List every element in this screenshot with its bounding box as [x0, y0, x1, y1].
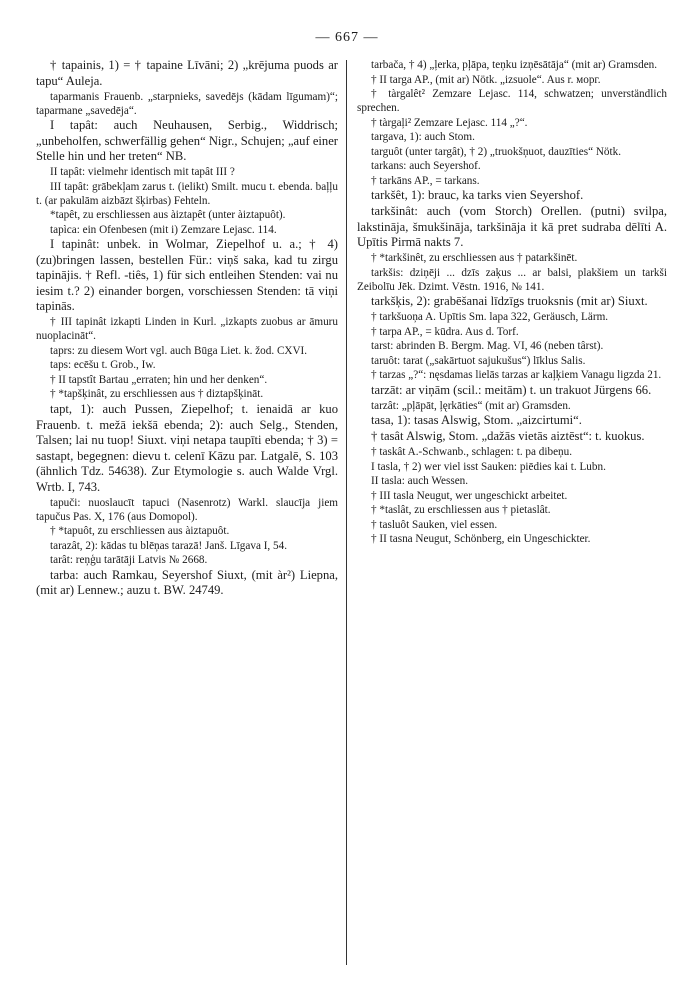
right-column	[357, 58, 667, 1003]
page-number: — 667 —	[315, 30, 379, 45]
dictionary-entry: III tapât: grābekļam zarus t. (ielikt) Smilt. mucu t. ebenda. baļļu t. (ar pakulām aizbāzt šķirbas) Fehteln.	[36, 180, 338, 207]
dictionary-entry: † III tasla Neugut, wer ungeschickt arbeitet.	[371, 489, 568, 502]
dictionary-entry: I tapinât: unbek. in Wolmar, Ziepelhof u. a.; † 4) (zu)bringen lassen, bestellen Für.: viņš saka, kad tu zirgu tapinājis. † Refl. -tiês, 1) für sich entleihen Stenden: vai nu iesim t.? 2) einander borgen, vorschiessen Stenden: tā viņi tapinās.	[36, 237, 338, 314]
dictionary-entry: † tapainis, 1) = † tapaine Līvāni; 2) „krējuma puods ar tapu“ Auleja.	[36, 58, 338, 88]
dictionary-entry: tarzāt: ar viņām (scil.: meitām) t. un trakuot Jürgens 66.	[371, 382, 652, 397]
dictionary-entry: I tasla, † 2) wer viel isst Sauken: piēdies kai t. Lubn.	[371, 460, 606, 473]
dictionary-entry: † II tapstît Bartau „erraten; hin und her denken“.	[50, 373, 268, 386]
dictionary-entry: taprs: zu diesem Wort vgl. auch Būga Liet. k. žod. CXVI.	[50, 344, 308, 357]
dictionary-entry: tarkšinât: auch (vom Storch) Orellen. (putni) svilpa, lakstināja, šmukšināja, tarkšināja it kā pret sudraba dēlīti A. Upītis Pirmā nakts 7.	[357, 204, 667, 250]
dictionary-entry: tarzât: „pļāpāt, ļęrkāties“ (mit ar) Gramsden.	[371, 399, 571, 412]
dictionary-entry: † tàrgalêt² Zemzare Lejasc. 114, schwatzen; unverständlich sprechen.	[357, 88, 667, 114]
dictionary-entry: † tasât Alswig, Stom. „dažās vietās aiztēst“: t. kuokus.	[371, 429, 645, 444]
dictionary-entry: tarazât, 2): kādas tu blēņas tarazā! Janš. Līgava I, 54.	[50, 539, 288, 552]
dictionary-entry: tarbača, † 4) „ļerka, pļāpa, teņku izņēsātāja“ (mit ar) Gramsden.	[371, 59, 658, 71]
dictionary-entry: † tàrgaļi² Zemzare Lejasc. 114 „?“.	[371, 116, 528, 129]
dictionary-entry: II tapât: vielmehr identisch mit tapât III ?	[50, 166, 235, 179]
dictionary-entry: † tasluôt Sauken, viel essen.	[371, 518, 498, 531]
dictionary-entry: † taskât A.-Schwanb., schlagen: t. pa dibeņu.	[371, 446, 573, 459]
dictionary-entry: † tarkāns AP., = tarkans.	[371, 174, 480, 187]
dictionary-entry: taps: ecēšu t. Grob., Iw.	[50, 359, 156, 372]
dictionary-entry: targuôt (unter targât), † 2) „truokšņuot, dauzīties“ Nötk.	[371, 145, 621, 158]
dictionary-entry: † III tapinât izkapti Linden in Kurl. „izkapts zuobus ar āmuru nuoplacināt“.	[36, 316, 338, 343]
dictionary-entry: II tasla: auch Wessen.	[371, 475, 469, 488]
dictionary-entry: tapìca: ein Ofenbesen (mit i) Zemzare Lejasc. 114.	[50, 223, 277, 236]
dictionary-entry: † tarkšuoņa A. Upītis Sm. lapa 322, Geräusch, Lärm.	[371, 311, 609, 324]
dictionary-entry: † *tapšķinât, zu erschliessen aus † diztapšķināt.	[50, 388, 264, 401]
dictionary-entry: targava, 1): auch Stom.	[371, 131, 475, 143]
dictionary-entry: tarkšķis, 2): grabēšanai līdzīgs truoksnis (mit ar) Siuxt.	[371, 294, 648, 309]
dictionary-entry: † tarzas „?“: nęsdamas lielās tarzas ar kaļķiem Vanagu ligzda 21.	[371, 369, 662, 382]
dictionary-entry: tapt, 1): auch Pussen, Ziepelhof; t. ienaidā ar kuo Frauenb. t. mežā iekšā ebenda; 2): auch Selg., Stenden, Talsen; lai nu tuop! Siuxt. viņi netapa taupīti ebenda; † 3) = sastapt, begegnen: dievu t. celenī Kāzu par. Latgalē, S. 103 (ähnlich Tdz. 54638). Zur Etymologie s. auch Walde Vrgl. Wrtb. I, 743.	[36, 401, 338, 494]
left-column	[36, 58, 338, 1003]
dictionary-entry: tarkšis: dziņēji ... dzīs zaķus ... ar balsi, plakšiem un tarkši Zeibolīu Jēk. Dzimt. Vēstn. 1916, № 141.	[357, 266, 667, 293]
dictionary-entry: taruôt: tarat („sakārtuot sajukušus“) līklus Salis.	[371, 354, 586, 367]
dictionary-entry: † *tapuôt, zu erschliessen aus àiztapuôt.	[50, 525, 230, 538]
dictionary-entry: tapuči: nuoslaucīt tapuci (Nasenrotz) Warkl. slaucīja jiem tapučus Pas. X, 176 (aus Domopol).	[36, 496, 338, 523]
dictionary-entry: taparmanis Frauenb. „starpnieks, savedējs (kādam līgumam)“; taparmane „savedēja“.	[36, 90, 338, 117]
dictionary-entry: † II targa AP., (mit ar) Nötk. „izsuole“. Aus r. морг.	[371, 73, 601, 86]
dictionary-entry: † *tarkšinêt, zu erschliessen aus † patarkšinēt.	[371, 252, 578, 265]
dictionary-entry: tarkšêt, 1): brauc, ka tarks vien Seyershof.	[371, 188, 584, 202]
dictionary-entry: † *taslât, zu erschliessen aus † pietaslât.	[371, 504, 551, 517]
dictionary-entry: I tapât: auch Neuhausen, Serbig., Widdrisch; „unbeholfen, schwerfällig gehen“ Nigr., Schujen; „auf einer Stelle hin und her treten“ NB.	[36, 118, 338, 164]
dictionary-entry: tarkans: auch Seyershof.	[371, 160, 481, 172]
column-divider	[346, 60, 347, 965]
dictionary-entry: tarba: auch Ramkau, Seyershof Siuxt, (mit àr²) Liepna, (mit ar) Lennew.; auzu t. BW. 24749.	[36, 567, 338, 598]
dictionary-entry: tasa, 1): tasas Alswig, Stom. „aizcirtumi“.	[371, 413, 582, 428]
dictionary-entry: *tapêt, zu erschliessen aus àiztapêt (unter àiztapuôt).	[50, 209, 286, 222]
dictionary-entry: † II tasna Neugut, Schönberg, ein Ungeschickter.	[371, 533, 591, 546]
dictionary-entry: tarst: abrinden B. Bergm. Mag. VI, 46 (neben târst).	[371, 340, 604, 353]
dictionary-entry: tarât: reņģu tarātāji Latvis № 2668.	[50, 554, 208, 567]
dictionary-entry: † tarpa AP., = kūdra. Aus d. Torf.	[371, 325, 519, 338]
